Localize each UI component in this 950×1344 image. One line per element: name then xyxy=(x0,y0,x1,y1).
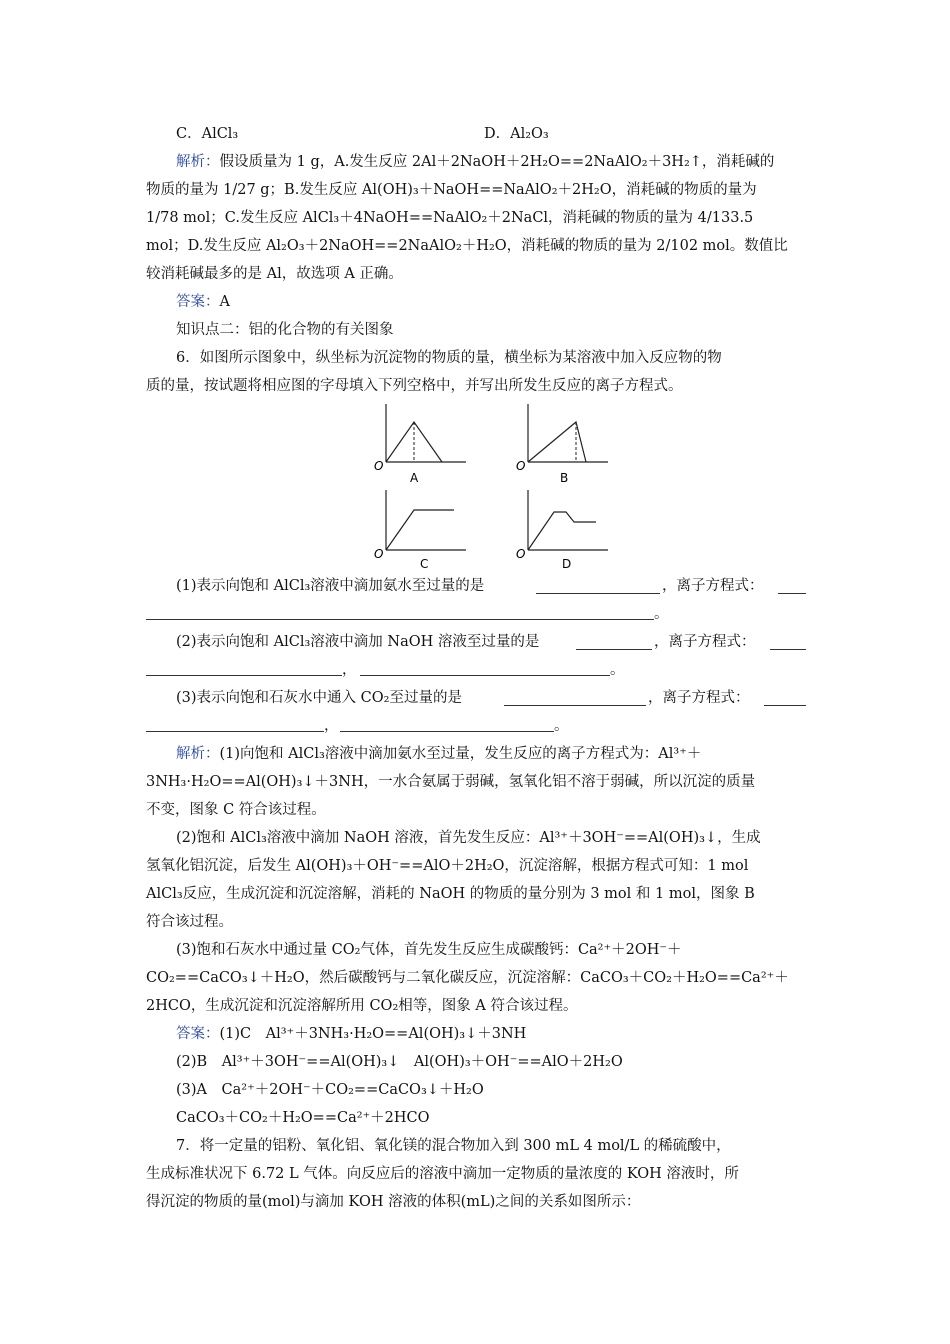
graph-a-origin: O xyxy=(374,459,384,473)
q6-analysis-p2-line-2: 氢氧化铝沉淀，后发生 Al(OH)₃＋OH⁻==AlO＋2H₂O，沉淀溶解，根据方程式可知：1 mol xyxy=(146,858,749,874)
q5-analysis-line-1: 解析：假设质量为 1 g，A.发生反应 2Al＋2NaOH＋2H₂O==2NaAlO₂＋3H₂↑，消耗碱的 xyxy=(176,154,775,170)
q6-analysis-p2-line-1: (2)饱和 AlCl₃溶液中滴加 NaOH 溶液，首先发生反应：Al³⁺＋3OH⁻==Al(OH)₃↓，生成 xyxy=(176,830,761,846)
q5-answer: 答案：A xyxy=(176,294,230,310)
q6-stem-line-1: 6．如图所示图象中，纵坐标为沉淀物的物质的量，横坐标为某溶液中加入反应物的物 xyxy=(176,350,722,366)
answer-label: 答案： xyxy=(176,294,220,310)
q6-analysis-p1-line-1: 解析：(1)向饱和 AlCl₃溶液中滴加氨水至过量，发生反应的离子方程式为：Al³⁺＋ xyxy=(176,746,702,762)
q7-stem-line-3: 得沉淀的物质的量(mol)与滴加 KOH 溶液的体积(mL)之间的关系如图所示： xyxy=(146,1194,641,1210)
blank-2-end: 。 xyxy=(610,662,625,678)
section-title: 知识点二：铝的化合物的有关图象 xyxy=(176,322,394,338)
graph-d-curve xyxy=(528,512,596,550)
q6-analysis-p2-line-4: 符合该过程。 xyxy=(146,914,233,930)
blank-1-answer[interactable] xyxy=(536,578,660,594)
analysis-label: 解析： xyxy=(176,154,220,170)
blank-1-end: 。 xyxy=(654,606,669,622)
graph-c-label: C xyxy=(420,557,429,571)
graph-c-origin: O xyxy=(374,547,384,561)
option-d: D．Al₂O₃ xyxy=(484,126,549,142)
graph-a-label: A xyxy=(410,471,419,485)
q6-answer-2: (2)B Al³⁺＋3OH⁻==Al(OH)₃↓ Al(OH)₃＋OH⁻==AlO＋2H₂O xyxy=(176,1054,623,1070)
graph-b-curve xyxy=(528,422,586,462)
blank-3-end: 。 xyxy=(554,718,569,734)
graph-d xyxy=(514,484,614,572)
blank-2-eq-label: ，离子方程式： xyxy=(654,634,756,650)
graph-c xyxy=(372,484,472,572)
graph-d-label: D xyxy=(562,557,572,571)
graph-a xyxy=(372,400,472,488)
graph-b xyxy=(514,400,614,488)
q6-answer-4: CaCO₃＋CO₂＋H₂O==Ca²⁺＋2HCO xyxy=(176,1110,430,1126)
blank-3-comma: ， xyxy=(324,718,339,734)
blank-1-eq-label: ，离子方程式： xyxy=(662,578,764,594)
analysis-label: 解析： xyxy=(176,746,220,762)
q6-answer-3: (3)A Ca²⁺＋2OH⁻＋CO₂==CaCO₃↓＋H₂O xyxy=(176,1082,484,1098)
q6-blank-1: (1)表示向饱和 AlCl₃溶液中滴加氨水至过量的是 xyxy=(176,578,485,594)
blank-2-comma: ， xyxy=(342,662,357,678)
graph-b-label: B xyxy=(560,471,569,485)
blank-2-eq-fill-2[interactable] xyxy=(360,660,610,676)
graph-b-origin: O xyxy=(516,459,526,473)
blank-1-eq-fill[interactable] xyxy=(146,604,654,620)
option-c: C．AlCl₃ xyxy=(176,126,239,142)
blank-3-eq-fill-2[interactable] xyxy=(340,716,554,732)
graph-c-curve xyxy=(386,510,454,550)
q6-blank-2: (2)表示向饱和 AlCl₃溶液中滴加 NaOH 溶液至过量的是 xyxy=(176,634,540,650)
q5-analysis-line-3: 1/78 mol；C.发生反应 AlCl₃＋4NaOH==NaAlO₂＋2NaCl，消耗碱的物质的量为 4/133.5 xyxy=(146,210,754,226)
q6-analysis-p1-line-3: 不变，图象 C 符合该过程。 xyxy=(146,802,326,818)
blank-1-eq-start[interactable] xyxy=(778,578,806,594)
blank-3-eq-start[interactable] xyxy=(764,690,806,706)
answer-label: 答案： xyxy=(176,1026,220,1042)
q6-blank-3: (3)表示向饱和石灰水中通入 CO₂至过量的是 xyxy=(176,690,462,706)
blank-3-eq-fill-1[interactable] xyxy=(146,716,324,732)
q6-stem-line-2: 质的量，按试题将相应图的字母填入下列空格中，并写出所发生反应的离子方程式。 xyxy=(146,378,683,394)
q6-analysis-p3-line-2: CO₂==CaCO₃↓＋H₂O，然后碳酸钙与二氧化碳反应，沉淀溶解：CaCO₃＋CO₂＋H₂O==Ca²⁺＋ xyxy=(146,970,789,986)
q6-analysis-p3-line-1: (3)饱和石灰水中通过量 CO₂气体，首先发生反应生成碳酸钙：Ca²⁺＋2OH⁻＋ xyxy=(176,942,682,958)
graph-d-origin: O xyxy=(516,547,526,561)
q7-stem-line-1: 7．将一定量的铝粉、氧化铝、氧化镁的混合物加入到 300 mL 4 mol/L 的稀硫酸中， xyxy=(176,1138,731,1154)
blank-3-eq-label: ，离子方程式： xyxy=(648,690,750,706)
q6-analysis-p2-line-3: AlCl₃反应，生成沉淀和沉淀溶解，消耗的 NaOH 的物质的量分别为 3 mol 和 1 mol，图象 B xyxy=(146,886,755,902)
q5-analysis-line-4: mol；D.发生反应 Al₂O₃＋2NaOH==2NaAlO₂＋H₂O，消耗碱的物质的量为 2/102 mol。数值比 xyxy=(146,238,788,254)
blank-2-answer[interactable] xyxy=(576,634,652,650)
q5-analysis-line-2: 物质的量为 1/27 g；B.发生反应 Al(OH)₃＋NaOH==NaAlO₂＋2H₂O，消耗碱的物质的量为 xyxy=(146,182,757,198)
q7-stem-line-2: 生成标准状况下 6.72 L 气体。向反应后的溶液中滴加一定物质的量浓度的 KOH 溶液时，所 xyxy=(146,1166,739,1182)
blank-2-eq-fill-1[interactable] xyxy=(146,660,342,676)
q6-analysis-p3-line-3: 2HCO，生成沉淀和沉淀溶解所用 CO₂相等，图象 A 符合该过程。 xyxy=(146,998,578,1014)
blank-2-eq-start[interactable] xyxy=(770,634,806,650)
q5-analysis-line-5: 较消耗碱最多的是 Al，故选项 A 正确。 xyxy=(146,266,403,282)
q6-analysis-p1-line-2: 3NH₃·H₂O==Al(OH)₃↓＋3NH，一水合氨属于弱碱，氢氧化铝不溶于弱碱，所以沉淀的质量 xyxy=(146,774,756,790)
q6-answer-1: 答案：(1)C Al³⁺＋3NH₃·H₂O==Al(OH)₃↓＋3NH xyxy=(176,1026,527,1042)
blank-3-answer[interactable] xyxy=(504,690,646,706)
